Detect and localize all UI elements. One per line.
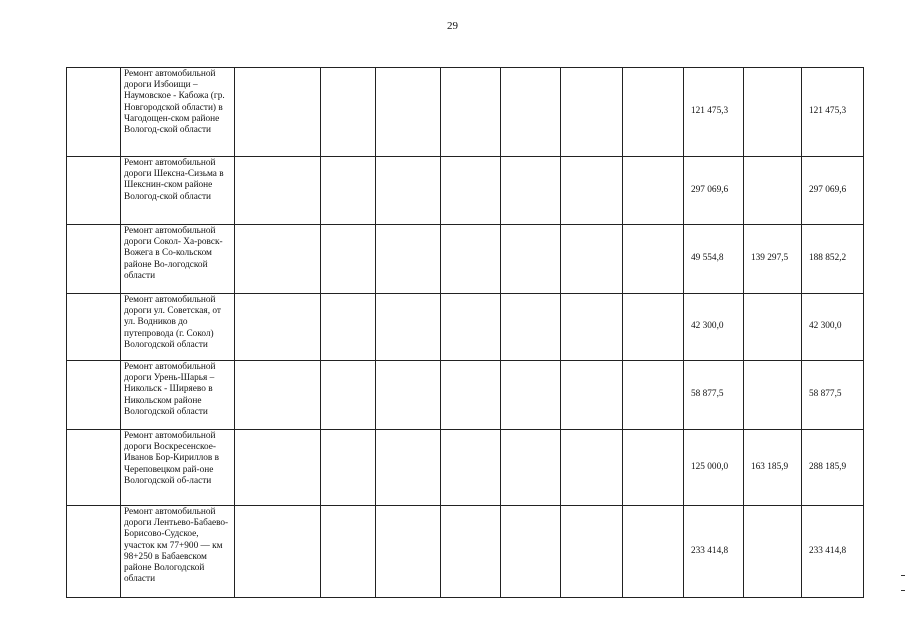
table-row <box>67 225 864 294</box>
empty-cell <box>235 225 321 294</box>
empty-cell <box>441 506 501 598</box>
empty-cell <box>441 68 501 157</box>
empty-cell <box>501 68 561 157</box>
road-repair-name-cell: Ремонт автомобильной дороги ул. Советская, от ул. Водников до путепровода (г. Сокол) Вологодской области <box>121 294 235 361</box>
budget-table <box>66 67 864 598</box>
empty-cell <box>67 294 121 361</box>
empty-cell <box>501 361 561 430</box>
road-repair-name-cell: Ремонт автомобильной дороги Урень-Шарья – Никольск - Ширяево в Никольском районе Вологодской области <box>121 361 235 430</box>
amount-cell <box>744 157 802 225</box>
amount-cell: 121 475,3 <box>684 68 744 157</box>
total-cell: 288 185,9 <box>802 430 864 506</box>
empty-cell <box>235 294 321 361</box>
empty-cell <box>501 294 561 361</box>
empty-cell <box>623 68 684 157</box>
empty-cell <box>441 294 501 361</box>
empty-cell <box>235 157 321 225</box>
road-repair-name-cell: Ремонт автомобильной дороги Шексна-Сизьма в Шекснин-ском районе Вологод-ской области <box>121 157 235 225</box>
amount-cell <box>744 294 802 361</box>
empty-cell <box>623 157 684 225</box>
empty-cell <box>67 361 121 430</box>
empty-cell <box>561 506 623 598</box>
empty-cell <box>235 361 321 430</box>
empty-cell <box>441 225 501 294</box>
empty-cell <box>623 294 684 361</box>
page-number: 29 <box>447 20 458 32</box>
empty-cell <box>561 225 623 294</box>
empty-cell <box>321 68 376 157</box>
table-row <box>67 157 864 225</box>
empty-cell <box>561 68 623 157</box>
amount-cell: 297 069,6 <box>684 157 744 225</box>
table-row <box>67 506 864 598</box>
road-repair-name-cell: Ремонт автомобильной дороги Воскресенское-Иванов Бор-Кириллов в Череповецком рай-оне Вологодской об-ласти <box>121 430 235 506</box>
empty-cell <box>561 361 623 430</box>
empty-cell <box>376 361 441 430</box>
amount-cell: 233 414,8 <box>684 506 744 598</box>
empty-cell <box>67 430 121 506</box>
margin-mark <box>901 590 905 591</box>
empty-cell <box>376 225 441 294</box>
empty-cell <box>321 157 376 225</box>
total-cell: 121 475,3 <box>802 68 864 157</box>
total-cell: 188 852,2 <box>802 225 864 294</box>
empty-cell <box>561 430 623 506</box>
empty-cell <box>441 361 501 430</box>
empty-cell <box>561 294 623 361</box>
empty-cell <box>501 506 561 598</box>
empty-cell <box>501 157 561 225</box>
empty-cell <box>501 225 561 294</box>
amount-cell: 42 300,0 <box>684 294 744 361</box>
empty-cell <box>441 157 501 225</box>
empty-cell <box>623 225 684 294</box>
amount-cell: 139 297,5 <box>744 225 802 294</box>
empty-cell <box>623 430 684 506</box>
empty-cell <box>623 506 684 598</box>
table-row <box>67 361 864 430</box>
amount-cell: 49 554,8 <box>684 225 744 294</box>
table-row <box>67 430 864 506</box>
empty-cell <box>376 68 441 157</box>
empty-cell <box>235 430 321 506</box>
empty-cell <box>376 157 441 225</box>
empty-cell <box>376 506 441 598</box>
table-row <box>67 294 864 361</box>
empty-cell <box>561 157 623 225</box>
amount-cell <box>744 361 802 430</box>
empty-cell <box>501 430 561 506</box>
empty-cell <box>235 68 321 157</box>
total-cell: 42 300,0 <box>802 294 864 361</box>
amount-cell <box>744 68 802 157</box>
empty-cell <box>235 506 321 598</box>
empty-cell <box>321 294 376 361</box>
empty-cell <box>67 157 121 225</box>
empty-cell <box>376 294 441 361</box>
table-row <box>67 68 864 157</box>
total-cell: 297 069,6 <box>802 157 864 225</box>
empty-cell <box>67 506 121 598</box>
margin-mark <box>901 575 905 576</box>
empty-cell <box>321 225 376 294</box>
empty-cell <box>623 361 684 430</box>
total-cell: 58 877,5 <box>802 361 864 430</box>
road-repair-name-cell: Ремонт автомобильной дороги Лентьево-Бабаево-Борисово-Судское, участок км 77+900 — км 98+250 в Бабаевском районе Вологодской области <box>121 506 235 598</box>
empty-cell <box>67 68 121 157</box>
road-repair-name-cell: Ремонт автомобильной дороги Сокол- Ха-ровск- Вожега в Со-кольском районе Во-логодской области <box>121 225 235 294</box>
empty-cell <box>321 430 376 506</box>
road-repair-name-cell: Ремонт автомобильной дороги Избоищи – Наумовское - Кабожа (гр. Новгородской области) в Чагодощен-ском районе Вологод-ской области <box>121 68 235 157</box>
amount-cell: 163 185,9 <box>744 430 802 506</box>
amount-cell: 125 000,0 <box>684 430 744 506</box>
empty-cell <box>321 506 376 598</box>
empty-cell <box>441 430 501 506</box>
empty-cell <box>321 361 376 430</box>
amount-cell: 58 877,5 <box>684 361 744 430</box>
empty-cell <box>376 430 441 506</box>
empty-cell <box>67 225 121 294</box>
total-cell: 233 414,8 <box>802 506 864 598</box>
amount-cell <box>744 506 802 598</box>
